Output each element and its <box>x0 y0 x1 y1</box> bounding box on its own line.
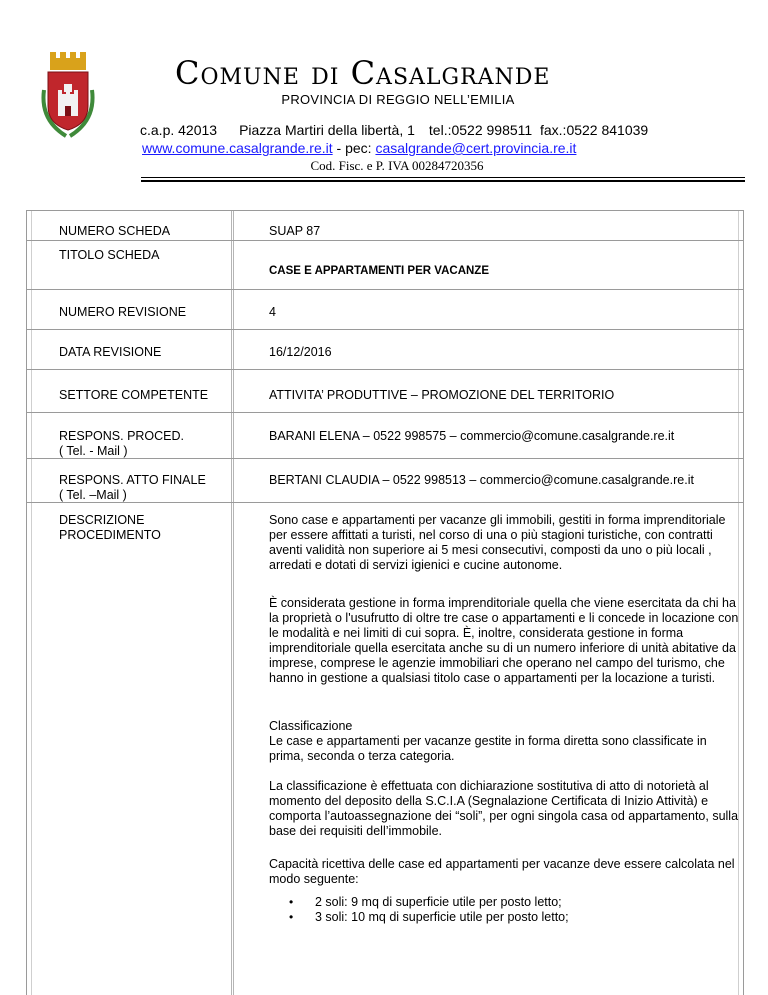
classification-paragraph: Le case e appartamenti per vacanze gestite in forma diretta sono classificate in prima, seconda o terza categoria. <box>269 734 707 763</box>
value-numero-revisione: 4 <box>269 305 276 319</box>
label-respons-proced-contact: ( Tel. - Mail ) <box>59 444 128 458</box>
value-titolo-scheda: CASE E APPARTAMENTI PER VACANZE <box>269 265 490 277</box>
value-respons-proced: BARANI ELENA – 0522 998575 – commercio@comune.casalgrande.re.it <box>269 429 675 443</box>
label-respons-atto: RESPONS. ATTO FINALE <box>59 473 206 487</box>
bullet-item: • 2 soli: 9 mq di superficie utile per posto letto; <box>289 895 569 910</box>
header-divider <box>141 177 745 178</box>
value-numero-scheda: SUAP 87 <box>269 224 321 238</box>
capacity-paragraph: Capacità ricettiva delle case ed appartamenti per vacanze deve essere calcolata nel modo seguente: <box>269 857 735 886</box>
label-numero-scheda: NUMERO SCHEDA <box>59 224 171 238</box>
label-procedimento: PROCEDIMENTO <box>59 528 161 542</box>
fiscal-code: Cod. Fisc. e P. IVA 00284720356 <box>310 158 484 173</box>
capacity-bullet-list <box>289 895 569 925</box>
province-line: PROVINCIA DI REGGIO NELL’EMILIA <box>281 92 515 107</box>
website-link[interactable]: www.comune.casalgrande.re.it <box>142 140 333 156</box>
contact-links <box>142 140 576 156</box>
fax: fax.:0522 841039 <box>539 122 649 138</box>
label-numero-revisione: NUMERO REVISIONE <box>59 305 187 319</box>
value-respons-atto: BERTANI CLAUDIA – 0522 998513 – commercio@comune.casalgrande.re.it <box>269 473 694 487</box>
label-descrizione: DESCRIZIONE <box>59 513 145 527</box>
classification-detail-paragraph: La classificazione è effettuata con dichiarazione sostitutiva di atto di notorietà al momento del deposito della S.C.I.A (Segnalazione Certificata di Inizio Attività) e comporta l’autoassegnazione dei “soli”, per ogni singola casa od appartamento, sulla base dei requisiti dell’immobile. <box>269 779 739 838</box>
header-divider-thick <box>141 180 745 182</box>
postal-code: c.a.p. 42013 <box>140 122 218 138</box>
pec-link[interactable]: casalgrande@cert.provincia.re.it <box>375 140 577 156</box>
street-address: Piazza Martiri della libertà, 1 <box>239 122 415 138</box>
label-titolo-scheda: TITOLO SCHEDA <box>59 248 160 262</box>
classification-heading: Classificazione <box>269 719 353 733</box>
label-respons-atto-contact: ( Tel. –Mail ) <box>59 488 127 502</box>
value-settore: ATTIVITA’ PRODUTTIVE – PROMOZIONE DEL TERRITORIO <box>269 388 615 402</box>
label-settore: SETTORE COMPETENTE <box>59 388 209 402</box>
procedure-sheet-table <box>26 210 744 995</box>
label-respons-proced: RESPONS. PROCED. <box>59 429 185 443</box>
pec-label: - pec: <box>332 140 376 156</box>
municipality-title: Comune di Casalgrande <box>175 54 551 92</box>
description-paragraph-1: Sono case e appartamenti per vacanze gli immobili, gestiti in forma imprenditoriale per essere affittati a turisti, nel corso di una o più stagioni turistiche, con contratti aventi validità non superiore ai 5 mesi consecutivi, composti da uno o più locali , arredati e dotati di servizi igienici e cucine autonome. <box>269 513 726 572</box>
address-line <box>140 122 648 138</box>
label-data-revisione: DATA REVISIONE <box>59 345 162 359</box>
telephone: tel.:0522 998511 <box>428 122 533 138</box>
bullet-item: • 3 soli: 10 mq di superficie utile per posto letto; <box>289 910 569 925</box>
value-data-revisione: 16/12/2016 <box>269 345 332 359</box>
description-paragraph-2: È considerata gestione in forma imprenditoriale quella che viene esercitata da chi ha la proprietà o l'usufrutto di oltre tre case o appartamenti e li concede in locazione con le modalità e nei limiti di cui sopra. È, inoltre, considerata gestione in forma imprenditoriale quella esercitata anche su di un numero inferiore di unità abitative da imprese, comprese le agenzie immobiliari che operano nel campo del turismo, che hanno in gestione a qualsiasi titolo case o appartamenti per la locazione a turisti. <box>269 596 739 685</box>
